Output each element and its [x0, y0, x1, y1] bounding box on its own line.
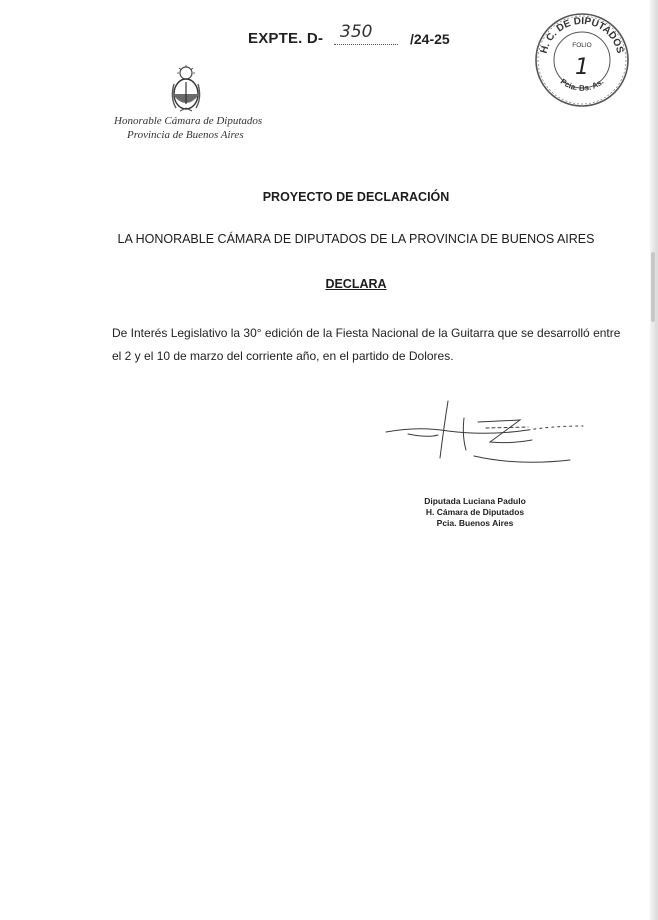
svg-text:H. C. DE DIPUTADOS [539, 16, 626, 55]
stamp-folio-label: FOLIO [572, 42, 592, 49]
chamber-heading: LA HONORABLE CÁMARA DE DIPUTADOS DE LA PROVINCIA DE BUENOS AIRES [117, 232, 595, 246]
stamp-bottom-text: Pcia. Bs. As. [558, 76, 606, 93]
page-edge [650, 0, 658, 920]
expte-number: 350 [340, 22, 373, 42]
declara-heading: DECLARA [325, 277, 387, 291]
institution-province: Provincia de Buenos Aires [127, 129, 244, 141]
signatory-office: H. Cámara de Diputados [425, 507, 525, 517]
signatory-province: Pcia. Buenos Aires [436, 518, 514, 528]
signatory-name: Diputada Luciana Padulo [424, 496, 526, 506]
folio-stamp [532, 10, 632, 115]
coat-of-arms-icon [166, 64, 206, 119]
document-title: PROYECTO DE DECLARACIÓN [262, 190, 450, 204]
expte-year: /24-25 [410, 31, 450, 47]
expte-label: EXPTE. D- [248, 30, 324, 47]
expte-number-underline [334, 44, 398, 45]
institution-name: Honorable Cámara de Diputados [114, 115, 263, 127]
stamp-top-text: H. C. DE DIPUTADOS [538, 15, 626, 55]
declaration-body: De Interés Legislativo la 30° edición de la Fiesta Nacional de la Guitarra que se desarrolló entre el 2 y el 10 de marzo del corriente año, en el partido de Dolores. [112, 326, 621, 363]
handwritten-signature [378, 396, 588, 476]
stamp-folio-number: 1 [575, 55, 589, 80]
signature-block [410, 496, 540, 529]
